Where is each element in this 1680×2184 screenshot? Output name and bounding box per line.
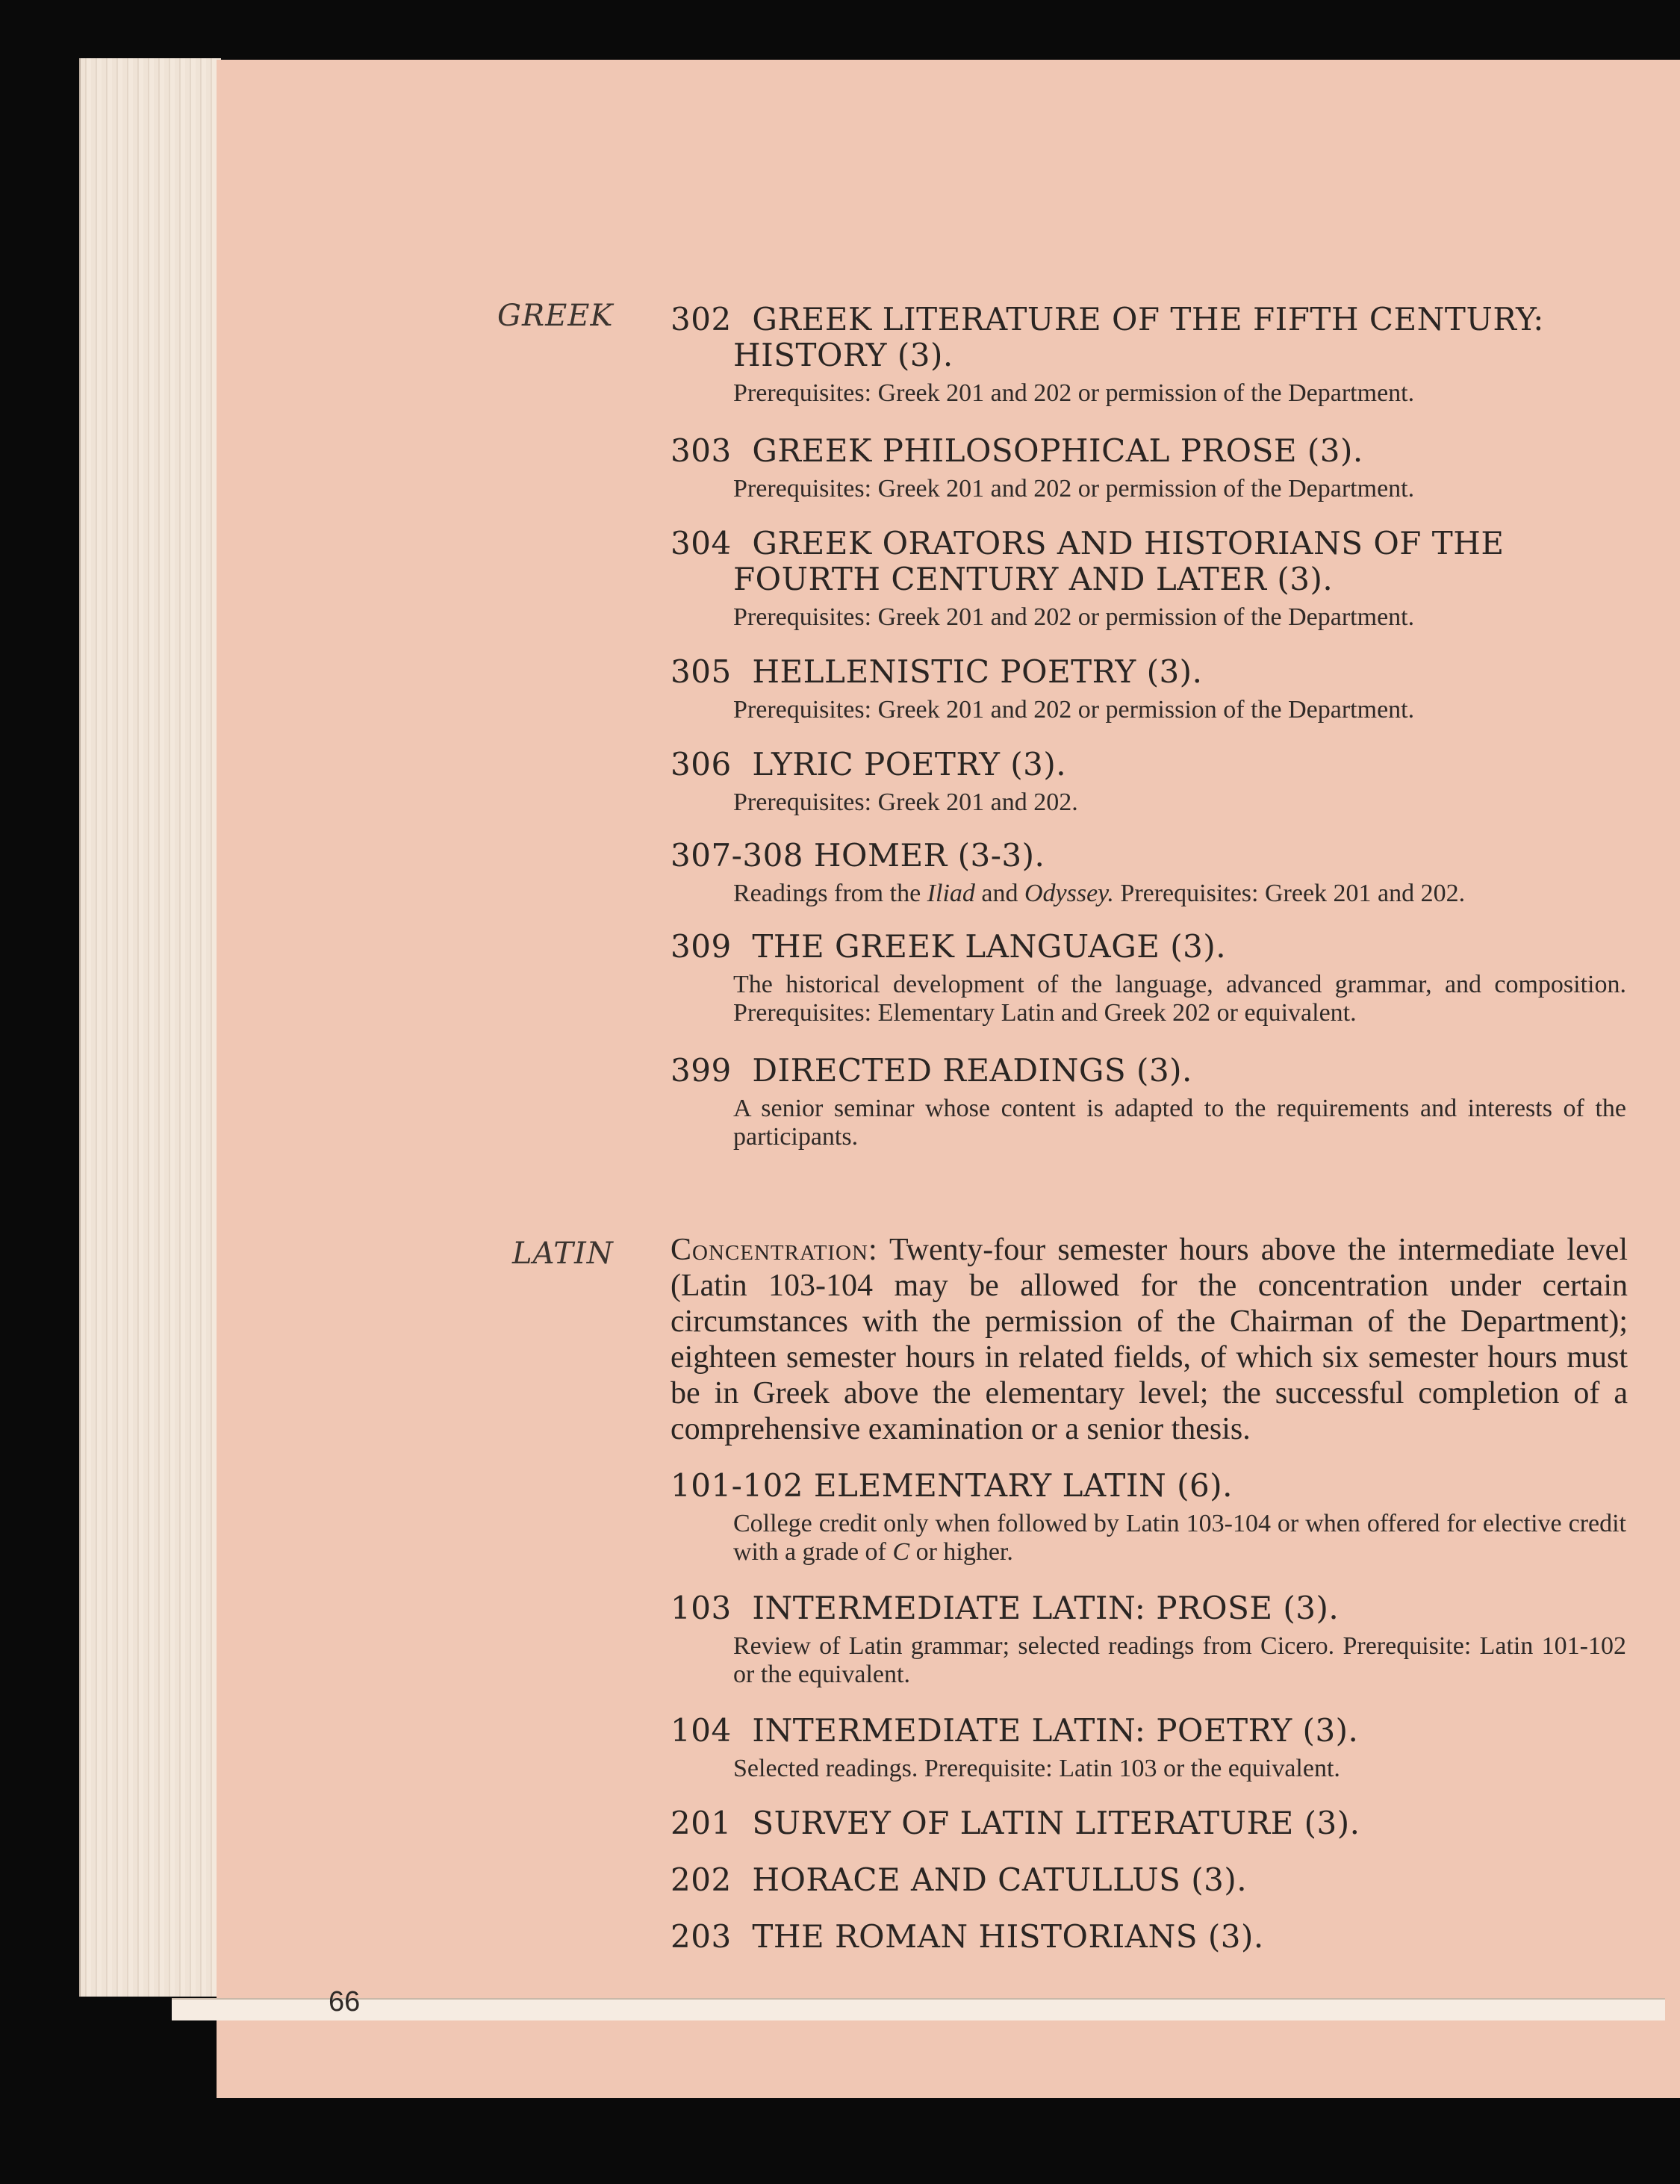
course-entry (671, 1713, 1641, 1783)
description-emphasis: C (892, 1538, 910, 1566)
course-title (671, 654, 1641, 690)
course-number: 307-308 (671, 837, 804, 874)
course-name: LYRIC POETRY (3). (752, 746, 1067, 783)
course-entry (671, 1862, 1641, 1898)
course-title (671, 526, 1577, 597)
course-description (671, 880, 1641, 908)
course-description (671, 1510, 1626, 1567)
section-label-latin: LATIN (512, 1236, 614, 1271)
description-emphasis: Iliad (927, 880, 975, 907)
course-number: 309 (671, 928, 732, 965)
course-description: Prerequisites: Greek 201 and 202 or permission of the Department. (733, 696, 1415, 724)
course-entry (671, 1053, 1641, 1151)
course-description: The historical development of the language, advanced grammar, and composition. Prerequisites: Elementary Latin and Greek 202 or equivalent. (733, 971, 1626, 1027)
course-entry (671, 526, 1641, 632)
course-name: THE ROMAN HISTORIANS (3). (752, 1918, 1264, 1955)
course-name: HOMER (3-3). (813, 837, 1045, 874)
course-description: A senior seminar whose content is adapted to the requirements and interests of the participants. (733, 1095, 1626, 1151)
course-title (671, 838, 1641, 874)
course-name: INTERMEDIATE LATIN: POETRY (3). (752, 1712, 1359, 1749)
description-emphasis: Odyssey. (1024, 880, 1114, 907)
description-text: Prerequisites: Greek 201 and 202. (1113, 880, 1466, 907)
course-title (671, 1862, 1641, 1898)
course-title (671, 1919, 1641, 1955)
course-name: GREEK LITERATURE OF THE FIFTH CENTURY: HISTORY (3). (733, 301, 1544, 373)
course-entry (671, 929, 1641, 1027)
course-entry (671, 1468, 1641, 1567)
course-number: 103 (671, 1590, 732, 1626)
description-text: College credit only when followed by Latin 103-104 or when offered for elective credit with a grade of (733, 1510, 1626, 1566)
course-title (671, 1468, 1641, 1504)
course-title (671, 302, 1641, 373)
course-name: GREEK ORATORS AND HISTORIANS OF THE FOURTH CENTURY AND LATER (3). (733, 525, 1505, 597)
course-number: 101-102 (671, 1467, 804, 1504)
concentration-paragraph (671, 1232, 1628, 1447)
course-entry (671, 1590, 1641, 1689)
course-title (671, 747, 1641, 783)
course-name: THE GREEK LANGUAGE (3). (752, 928, 1227, 965)
course-description: Prerequisites: Greek 201 and 202. (733, 788, 1078, 816)
course-number: 304 (671, 525, 732, 561)
course-entry (671, 747, 1641, 817)
book-page-edges (79, 58, 221, 1997)
course-name: DIRECTED READINGS (3). (752, 1052, 1192, 1089)
course-entry (671, 433, 1641, 503)
course-title (671, 433, 1641, 469)
course-entry (671, 1919, 1641, 1955)
course-name: HORACE AND CATULLUS (3). (752, 1861, 1248, 1898)
course-name: SURVEY OF LATIN LITERATURE (3). (752, 1805, 1360, 1841)
course-name: ELEMENTARY LATIN (6). (813, 1467, 1233, 1504)
page-number: 66 (329, 1986, 361, 2017)
course-entry (671, 1805, 1641, 1841)
course-entry (671, 654, 1641, 724)
course-number: 305 (671, 653, 732, 690)
course-number: 201 (671, 1805, 732, 1841)
course-description: Prerequisites: Greek 201 and 202 or permission of the Department. (733, 379, 1415, 407)
course-title (671, 1805, 1641, 1841)
concentration-label: Concentration: (671, 1233, 878, 1267)
concentration-text: Twenty-four semester hours above the intermediate level (Latin 103-104 may be allowed for the concentration under certain circumstances with the permission of the Chairman of the Department); eighteen semester hours in related fields, of which six semester hours must be in Greek above the elementary level; the successful completion of a comprehensive examination or a senior thesis. (671, 1233, 1628, 1446)
course-entry (671, 302, 1641, 408)
course-number: 104 (671, 1712, 732, 1749)
course-number: 302 (671, 301, 732, 337)
course-title (671, 1590, 1641, 1626)
section-label-greek: GREEK (497, 299, 614, 333)
course-description: Prerequisites: Greek 201 and 202 or permission of the Department. (733, 603, 1415, 631)
course-title (671, 1053, 1641, 1089)
course-number: 306 (671, 746, 732, 783)
course-title (671, 1713, 1641, 1749)
course-description: Review of Latin grammar; selected readings from Cicero. Prerequisite: Latin 101-102 or the equivalent. (733, 1632, 1626, 1688)
course-name: HELLENISTIC POETRY (3). (752, 653, 1203, 690)
course-name: GREEK PHILOSOPHICAL PROSE (3). (752, 432, 1363, 469)
course-number: 203 (671, 1918, 732, 1955)
course-number: 303 (671, 432, 732, 469)
course-entry (671, 838, 1641, 908)
course-title (671, 929, 1641, 965)
description-text: and (974, 880, 1024, 907)
course-description: Prerequisites: Greek 201 and 202 or permission of the Department. (733, 475, 1415, 503)
course-number: 202 (671, 1861, 732, 1898)
course-description: Selected readings. Prerequisite: Latin 103 or the equivalent. (733, 1755, 1340, 1782)
course-number: 399 (671, 1052, 732, 1089)
description-text: or higher. (909, 1538, 1013, 1566)
course-name: INTERMEDIATE LATIN: PROSE (3). (752, 1590, 1340, 1626)
book-bottom-edge (172, 1998, 1665, 2020)
description-text: Readings from the (733, 880, 927, 907)
